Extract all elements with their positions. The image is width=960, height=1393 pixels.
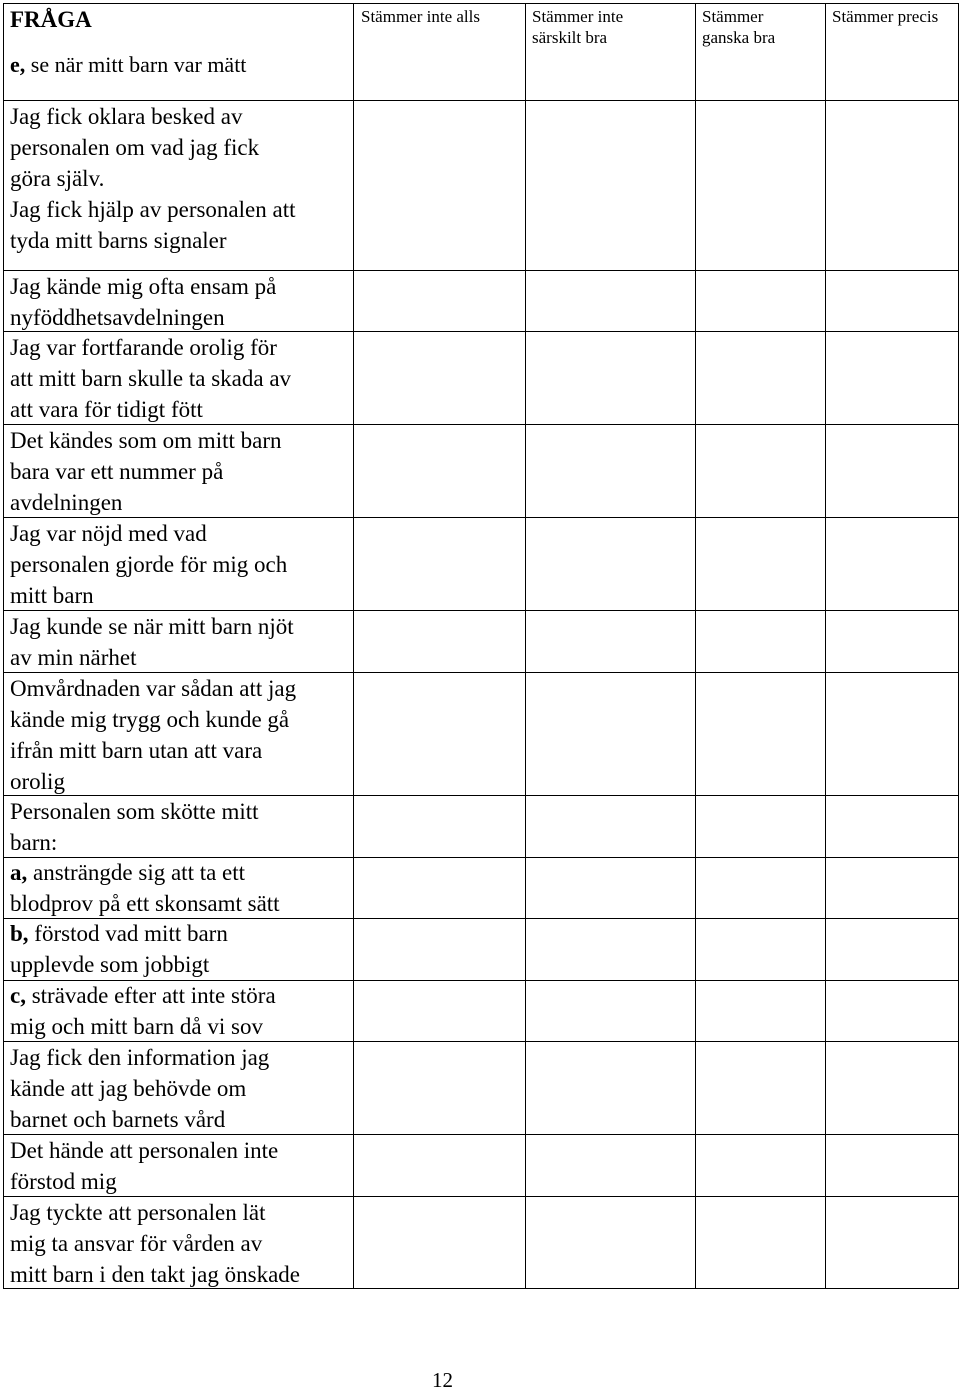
statement-9c: c, strävade efter att inte störa mig och mitt barn då vi sov [10,983,276,1039]
statement-9: Personalen som skötte mitt barn: [10,799,259,855]
statement-1: Jag fick oklara besked av personalen om vad jag fick göra själv. [10,104,260,191]
scale-option-3: Stämmer ganska bra [702,7,776,47]
statement-2: Jag fick hjälp av personalen att tyda mitt barns signaler [10,197,296,253]
question-prompt: e, se när mitt barn var mätt [10,52,247,77]
statement-6: Jag var nöjd med vad personalen gjorde för mig och mitt barn [10,521,288,608]
page-title: FRÅGA [10,7,92,32]
statement-4: Jag var fortfarande orolig för att mitt barn skulle ta skada av att vara för tidigt fött [10,335,292,422]
column-divider [353,3,354,1289]
scale-option-2: Stämmer inte särskilt bra [532,7,624,47]
table-border-top [3,3,959,4]
scale-option-4: Stämmer precis [832,7,939,26]
column-divider [525,3,526,1289]
statement-7: Jag kunde se när mitt barn njöt av min närhet [10,614,294,670]
statement-3: Jag kände mig ofta ensam på nyföddhetsavdelningen [10,274,277,330]
column-divider [695,3,696,1289]
column-divider [825,3,826,1289]
statement-10: Jag fick den information jag kände att jag behövde om barnet och barnets vård [10,1045,270,1132]
statement-8: Omvårdnaden var sådan att jag kände mig trygg och kunde gå ifrån mitt barn utan att vara orolig [10,676,297,794]
table-border-left [3,3,4,1289]
statement-12: Jag tyckte att personalen lät mig ta ansvar för vården av mitt barn i den takt jag önskade [10,1200,300,1287]
page-number: 12 [432,1368,453,1392]
statement-9a: a, ansträngde sig att ta ett blodprov på ett skonsamt sätt [10,860,280,916]
statement-5: Det kändes som om mitt barn bara var ett nummer på avdelningen [10,428,282,515]
table-border-right [958,3,959,1289]
scale-option-1: Stämmer inte alls [361,7,480,26]
statement-9b: b, förstod vad mitt barn upplevde som jobbigt [10,921,228,977]
statement-11: Det hände att personalen inte förstod mig [10,1138,279,1194]
